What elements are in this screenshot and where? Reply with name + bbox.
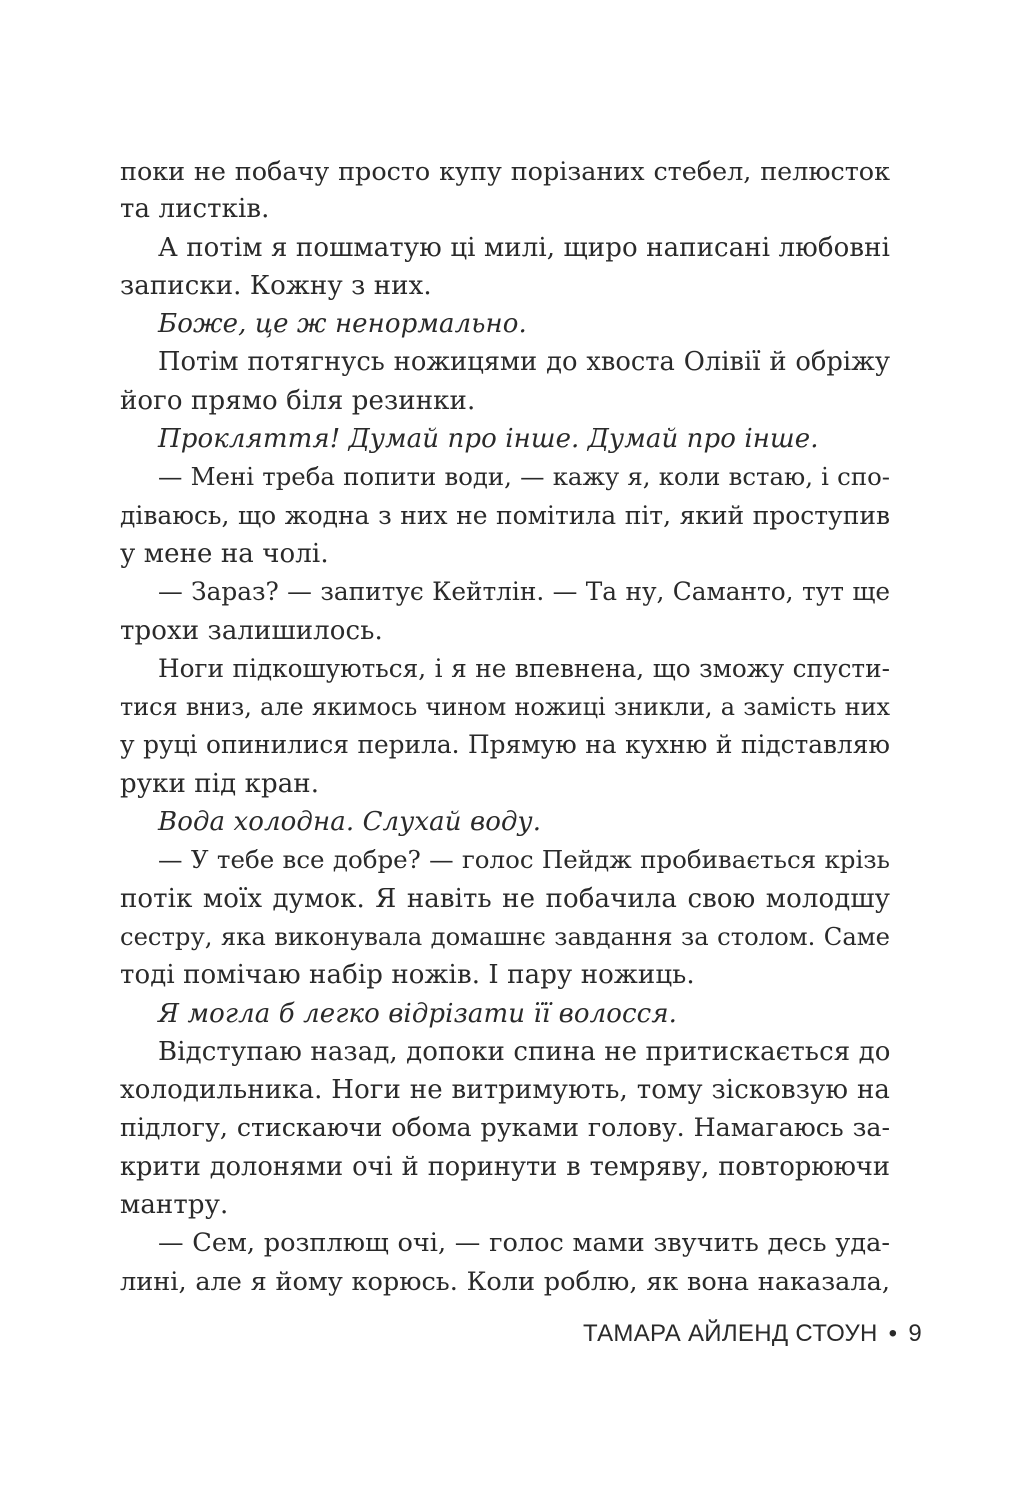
text-line: Відступаю назад, допоки спина не притискається до xyxy=(158,1036,891,1067)
footer-separator: • xyxy=(888,1320,898,1347)
italic-thought-line: Вода холодна. Слухай воду. xyxy=(158,807,542,838)
text-line: крити долонями очі й поринути в темряву, повторюючи xyxy=(120,1151,890,1182)
text-line: — У тебе все добре? — голос Пейдж пробивається крізь xyxy=(158,845,890,875)
text-line: А потім я пошматую ці милі, щиро написані любовні xyxy=(158,232,890,263)
text-line: руки під кран. xyxy=(120,768,320,799)
text-line: поки не побачу просто купу порізаних стебел, пелюсток xyxy=(120,156,890,186)
footer-author: ТАМАРА АЙЛЕНД СТОУН xyxy=(582,1320,878,1347)
text-line: сестру, яка виконувала домашнє завдання за столом. Саме xyxy=(120,921,890,951)
text-line: потік моїх думок. Я навіть не побачила свою молодшу xyxy=(120,883,890,914)
page-number: 9 xyxy=(908,1320,922,1347)
text-line: — Мені треба попити води, — кажу я, коли встаю, і спо- xyxy=(158,462,890,492)
text-line: Ноги підкошуються, і я не впевнена, що зможу спусти- xyxy=(158,653,890,683)
text-line: — Сем, розплющ очі, — голос мами звучить десь уда- xyxy=(158,1228,890,1259)
text-line: його прямо біля резинки. xyxy=(120,385,476,416)
italic-thought-line: Я могла б легко відрізати її волосся. xyxy=(158,998,678,1029)
page-body-text xyxy=(120,152,890,1301)
text-line: записки. Кожну з них. xyxy=(120,270,432,301)
italic-thought-line: Прокляття! Думай про інше. Думай про інше. xyxy=(158,424,819,455)
text-line: тися вниз, але якимось чином ножиці зникли, а замість них xyxy=(120,693,890,722)
text-line: та листків. xyxy=(120,194,270,225)
text-line: лині, але я йому корюсь. Коли роблю, як вона наказала, xyxy=(120,1266,890,1297)
text-line: тоді помічаю набір ножів. І пару ножиць. xyxy=(120,960,695,991)
text-line: трохи залишилось. xyxy=(120,615,383,646)
text-line: мантру. xyxy=(120,1190,229,1221)
text-line: діваюсь, що жодна з них не помітила піт, який проступив xyxy=(120,500,890,530)
text-line: холодильника. Ноги не витримують, тому зісковзую на xyxy=(120,1075,890,1106)
text-line: Потім потягнусь ножицями до хвоста Олівії й обріжу xyxy=(158,347,890,378)
running-footer xyxy=(583,1320,922,1348)
italic-thought-line: Боже, це ж ненормально. xyxy=(158,309,527,340)
text-line: у мене на чолі. xyxy=(120,538,329,569)
text-line: підлогу, стискаючи обома руками голову. Намагаюсь за- xyxy=(120,1113,890,1143)
text-line: — Зараз? — запитує Кейтлін. — Та ну, Саманто, тут ще xyxy=(158,577,890,607)
text-line: у руці опинилися перила. Прямую на кухню й підставляю xyxy=(120,730,890,760)
